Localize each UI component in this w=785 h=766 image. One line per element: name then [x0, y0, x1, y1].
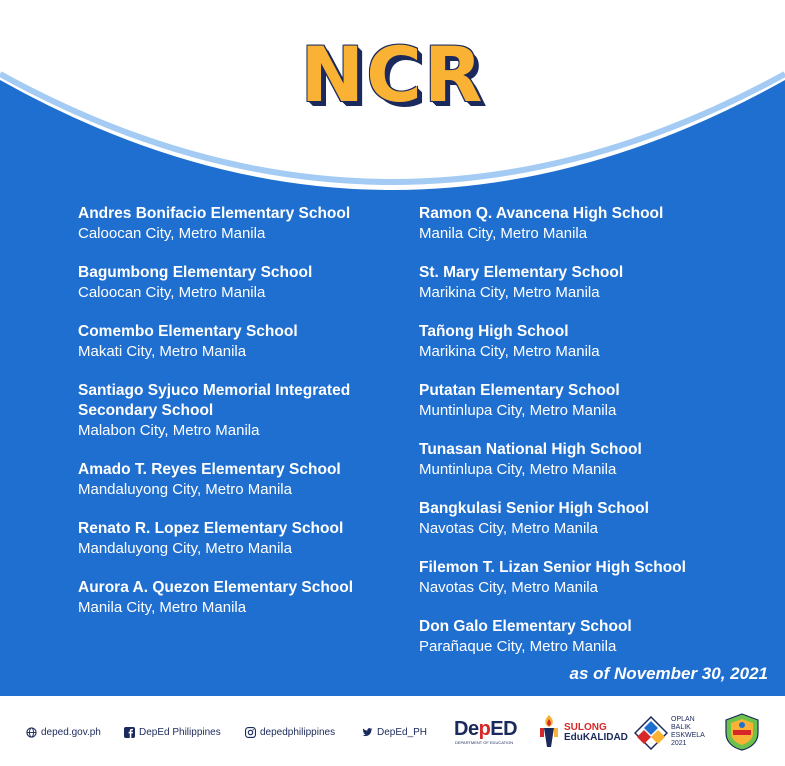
facebook-icon [124, 727, 135, 738]
school-entry [78, 519, 378, 559]
school-entry [78, 322, 378, 362]
page-title: NCR [300, 30, 485, 119]
school-entry [78, 263, 378, 303]
right-school-list [419, 204, 764, 676]
instagram-icon [245, 727, 256, 738]
oplan-text-line1: OPLAN [671, 716, 695, 723]
school-location: Manila City, Metro Manila [419, 225, 588, 242]
school-location: Parañaque City, Metro Manila [419, 638, 617, 655]
school-entry [419, 322, 764, 362]
deped-logo-subtitle: DEPARTMENT OF EDUCATION [455, 740, 514, 745]
school-entry [419, 204, 764, 244]
school-entry [419, 381, 764, 421]
globe-icon [26, 727, 37, 738]
shield-badge-icon [724, 713, 760, 751]
oplan-text-line3: ESKWELA [671, 732, 705, 739]
school-location: Mandaluyong City, Metro Manila [78, 540, 292, 557]
school-name: Tunasan National High School [419, 441, 642, 458]
school-name: Renato R. Lopez Elementary School [78, 520, 344, 537]
school-entry [78, 204, 378, 244]
school-location: Makati City, Metro Manila [78, 343, 247, 360]
school-name: Don Galo Elementary School [419, 618, 632, 635]
school-name: Comembo Elementary School [78, 323, 298, 340]
school-name: Andres Bonifacio Elementary School [78, 205, 351, 222]
diamond-icon [634, 716, 668, 750]
school-location: Marikina City, Metro Manila [419, 343, 600, 360]
footer [0, 696, 785, 766]
deped-logo [454, 718, 518, 745]
torch-icon [536, 713, 562, 749]
school-location: Manila City, Metro Manila [78, 599, 247, 616]
school-name: Bagumbong Elementary School [78, 264, 313, 281]
school-name: St. Mary Elementary School [419, 264, 624, 281]
school-location: Muntinlupa City, Metro Manila [419, 402, 617, 419]
facebook-link[interactable] [124, 727, 221, 738]
website-text: deped.gov.ph [41, 727, 101, 738]
twitter-text: DepEd_PH [377, 727, 428, 738]
school-name: Aurora A. Quezon Elementary School [78, 579, 354, 596]
school-name: Bangkulasi Senior High School [419, 500, 649, 517]
school-name: Santiago Syjuco Memorial Integrated Secondary School [78, 382, 351, 419]
school-location: Navotas City, Metro Manila [419, 579, 598, 596]
deped-logo-prefix: De [454, 718, 479, 740]
facebook-text: DepEd Philippines [139, 727, 221, 738]
as-of-date: as of November 30, 2021 [569, 664, 768, 683]
school-name: Amado T. Reyes Elementary School [78, 461, 341, 478]
oplan-balik-eskwela-logo [671, 716, 705, 748]
deped-logo-p: p [478, 718, 491, 740]
school-location: Mandaluyong City, Metro Manila [78, 481, 292, 498]
school-name: Putatan Elementary School [419, 382, 620, 399]
school-location: Navotas City, Metro Manila [419, 520, 598, 537]
school-location: Caloocan City, Metro Manila [78, 225, 266, 242]
school-entry [78, 578, 378, 618]
school-entry [419, 440, 764, 480]
edukalidad-text: EduKALIDAD [564, 732, 628, 743]
instagram-link[interactable] [245, 727, 335, 738]
twitter-link[interactable] [362, 727, 427, 738]
sulong-text: SULONG [564, 722, 607, 733]
school-location: Marikina City, Metro Manila [419, 284, 600, 301]
oplan-text-line4: 2021 [671, 740, 687, 747]
school-entry [419, 263, 764, 303]
school-entry [419, 558, 764, 598]
school-entry [419, 499, 764, 539]
school-location: Malabon City, Metro Manila [78, 422, 260, 439]
school-name: Tañong High School [419, 323, 569, 340]
oplan-text-line2: BALIK [671, 724, 691, 731]
deped-logo-suffix: ED [490, 718, 518, 740]
school-location: Caloocan City, Metro Manila [78, 284, 266, 301]
instagram-text: depedphilippines [260, 727, 336, 738]
school-entry [78, 460, 378, 500]
website-link[interactable] [26, 727, 101, 738]
left-school-list [78, 204, 378, 637]
school-location: Muntinlupa City, Metro Manila [419, 461, 617, 478]
twitter-icon [362, 727, 373, 738]
school-entry [419, 617, 764, 657]
school-entry [78, 381, 378, 441]
school-name: Ramon Q. Avancena High School [419, 205, 664, 222]
sulong-edukalidad-logo [564, 723, 628, 743]
school-name: Filemon T. Lizan Senior High School [419, 559, 686, 576]
